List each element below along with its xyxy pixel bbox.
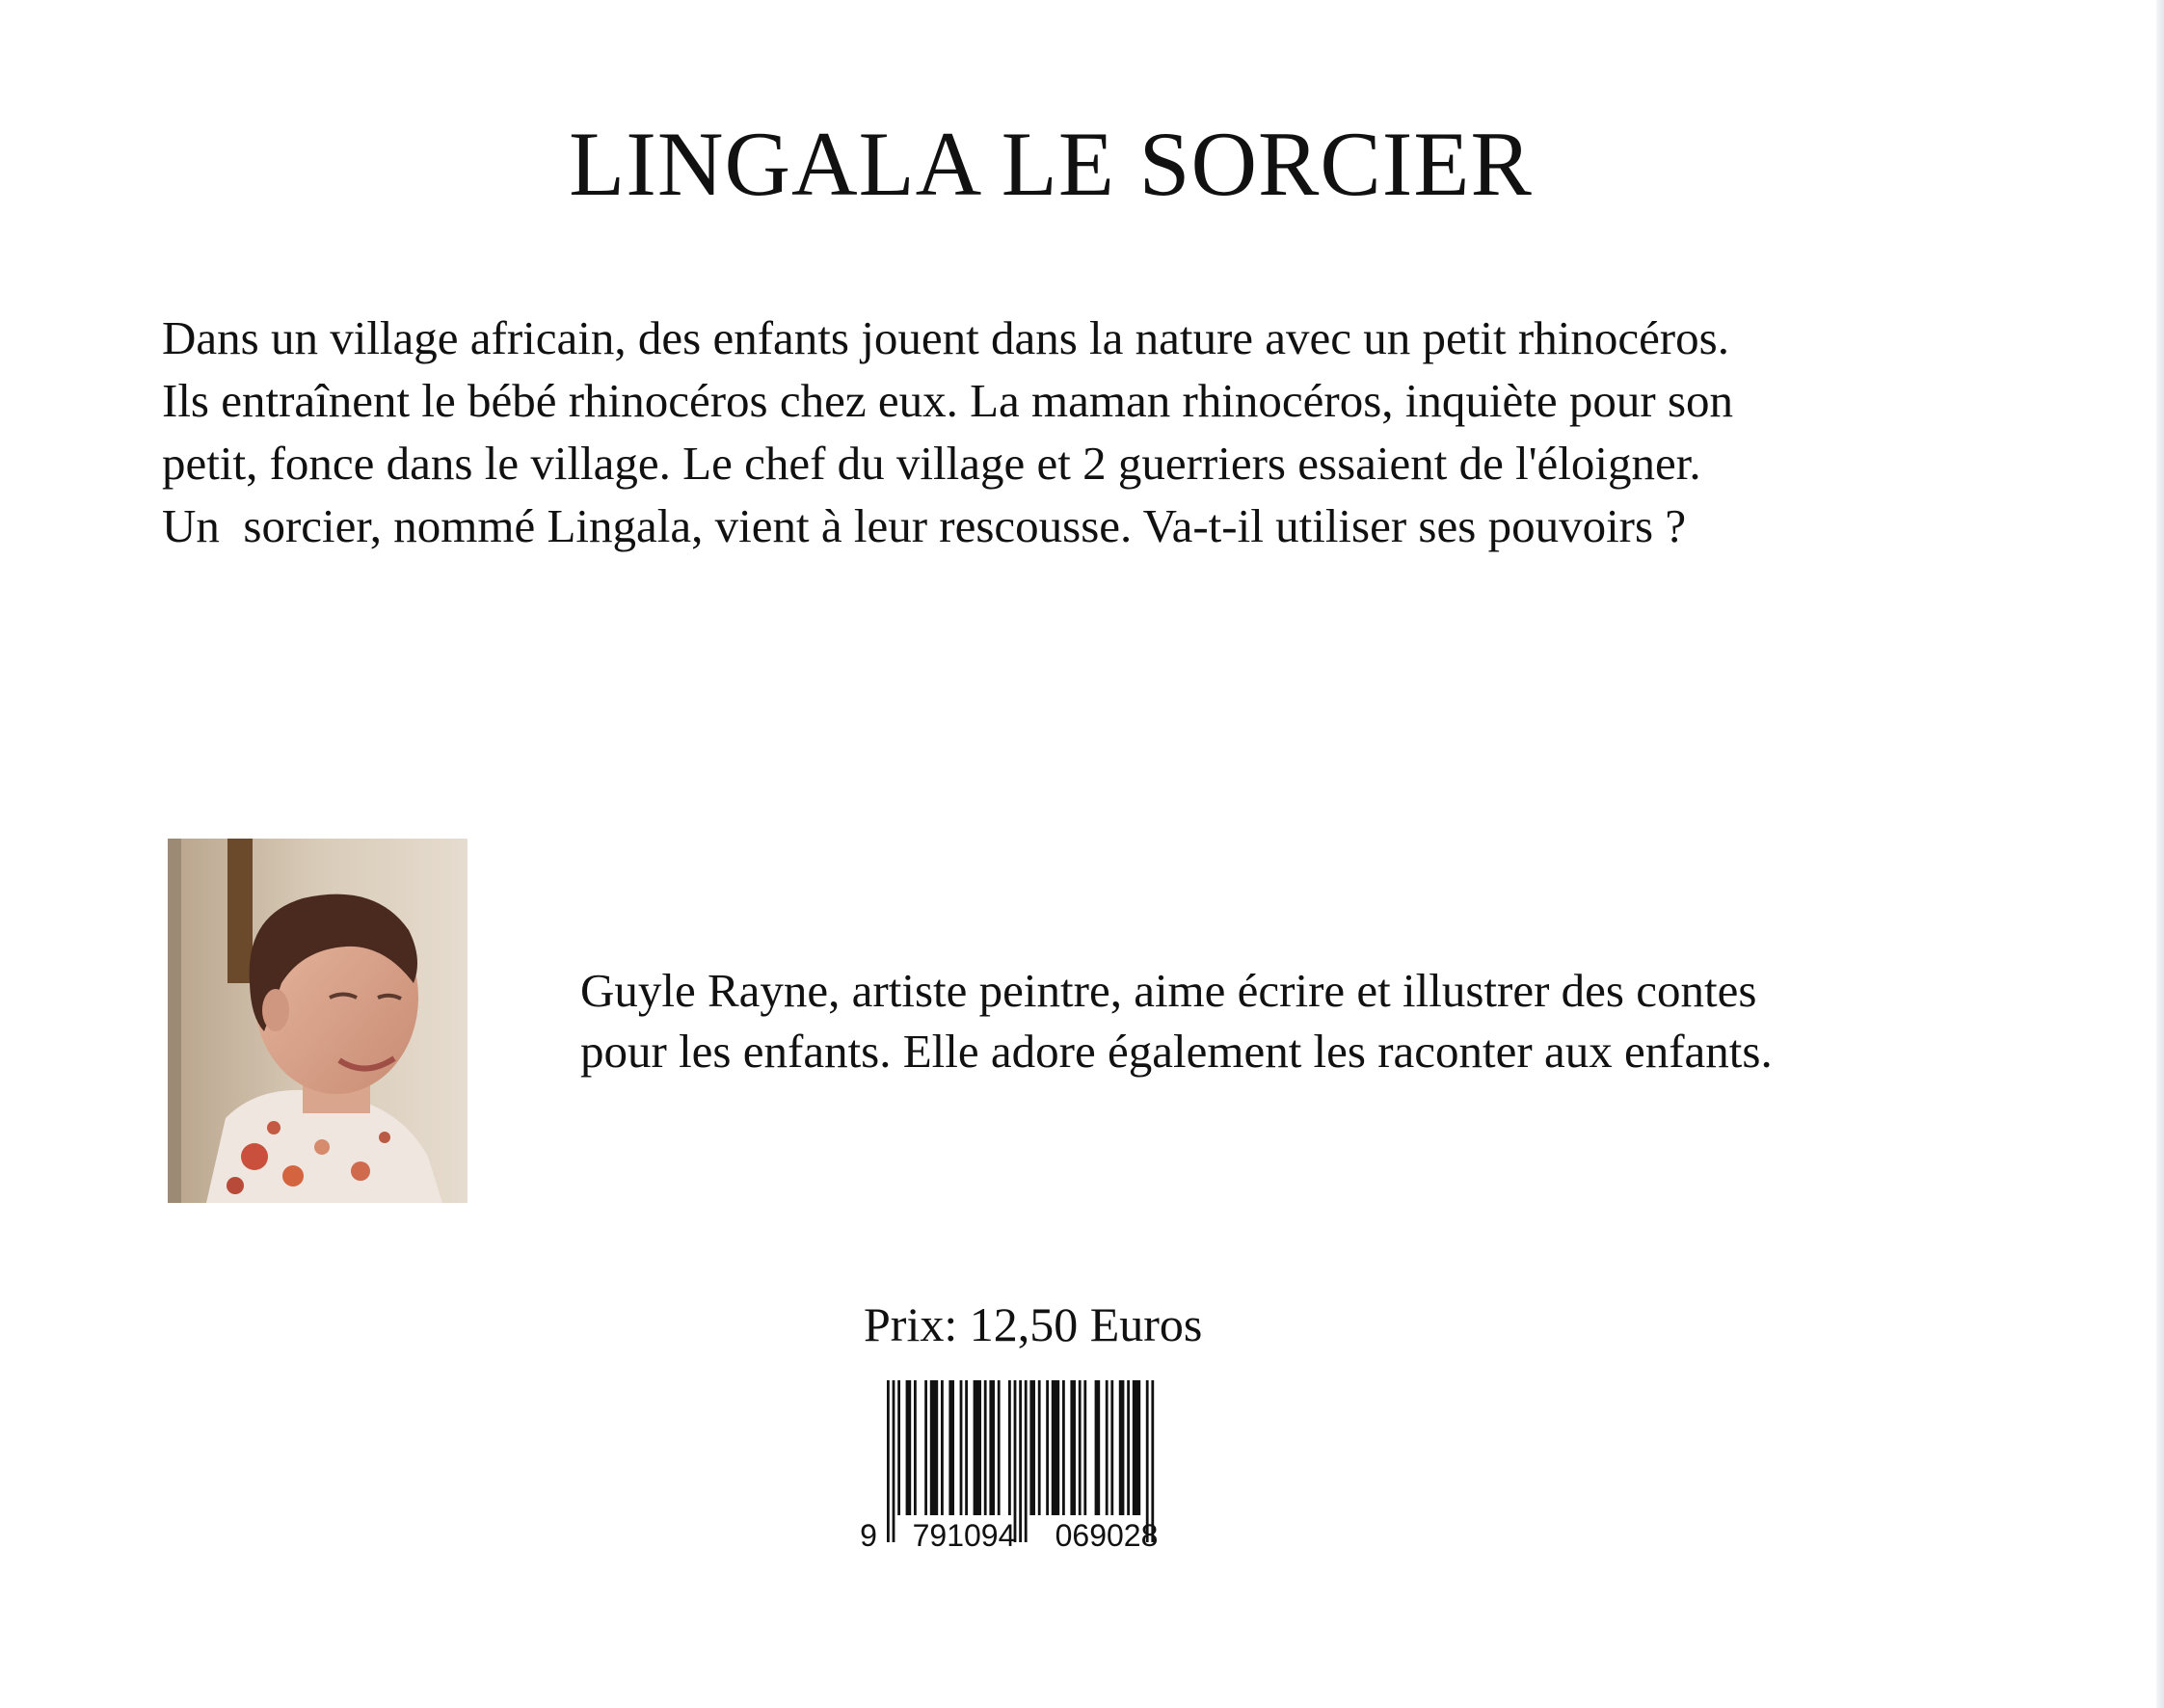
author-bio — [580, 960, 2026, 1081]
barcode-bar — [1070, 1380, 1076, 1515]
barcode-bar — [1008, 1380, 1011, 1515]
barcode-bar — [1119, 1380, 1125, 1515]
barcode-bar — [887, 1380, 890, 1542]
author-bio-line: pour les enfants. Elle adore également les raconter aux enfants. — [580, 1025, 1773, 1078]
barcode-bar — [1110, 1380, 1113, 1515]
barcode-bar — [974, 1380, 981, 1515]
barcode-bar — [1133, 1380, 1140, 1515]
barcode-bar — [1019, 1380, 1022, 1542]
book-title: LINGALA LE SORCIER — [569, 113, 1533, 215]
synopsis-line: Ils entraînent le bébé rhinocéros chez eux. La maman rhinocéros, inquiète pour son — [162, 374, 1734, 427]
barcode-bar — [1046, 1380, 1049, 1515]
barcode-bar — [1029, 1380, 1035, 1515]
book-spine-edge — [2156, 0, 2164, 1708]
barcode-bar — [1052, 1380, 1059, 1515]
barcode-bar — [1079, 1380, 1082, 1515]
barcode-bar — [930, 1380, 938, 1515]
barcode-bar — [948, 1380, 954, 1515]
barcode-bar — [941, 1380, 944, 1515]
barcode-digit-first: 9 — [860, 1518, 877, 1553]
barcode-bar — [1095, 1380, 1101, 1515]
barcode-bar — [984, 1380, 987, 1515]
barcode-digit-group-1: 791094 — [912, 1518, 1016, 1553]
synopsis-line: Un sorcier, nommé Lingala, vient à leur rescousse. Va-t-il utiliser ses pouvoirs ? — [162, 499, 1687, 552]
price-label: Prix: 12,50 Euros — [864, 1297, 1203, 1351]
barcode-bar — [924, 1380, 927, 1515]
barcode-bar — [914, 1380, 917, 1515]
isbn-barcode — [858, 1380, 1224, 1554]
author-bio-line: Guyle Rayne, artiste peintre, aime écrire et illustrer des contes — [580, 964, 1757, 1017]
author-photo — [168, 839, 468, 1203]
synopsis-line: petit, fonce dans le village. Le chef du village et 2 guerriers essaient de l'éloigner. — [162, 437, 1701, 490]
barcode-bar — [1062, 1380, 1065, 1515]
barcode-bar — [1106, 1380, 1109, 1515]
barcode-bar — [906, 1380, 912, 1515]
barcode-bar — [1025, 1380, 1028, 1542]
synopsis-line: Dans un village africain, des enfants jouent dans la nature avec un petit rhinocéros. — [162, 311, 1729, 364]
book-synopsis — [162, 307, 2119, 557]
barcode-bar — [1083, 1380, 1086, 1515]
barcode-bar — [1127, 1380, 1130, 1515]
barcode-bar — [989, 1380, 995, 1515]
barcode-digit-group-2: 069028 — [1055, 1518, 1159, 1553]
barcode-bar — [897, 1380, 900, 1515]
barcode-bar — [998, 1380, 1001, 1515]
barcode-bar — [960, 1380, 963, 1515]
barcode-bar — [1038, 1380, 1041, 1515]
barcode-bar — [965, 1380, 968, 1515]
barcode-bar — [893, 1380, 895, 1542]
